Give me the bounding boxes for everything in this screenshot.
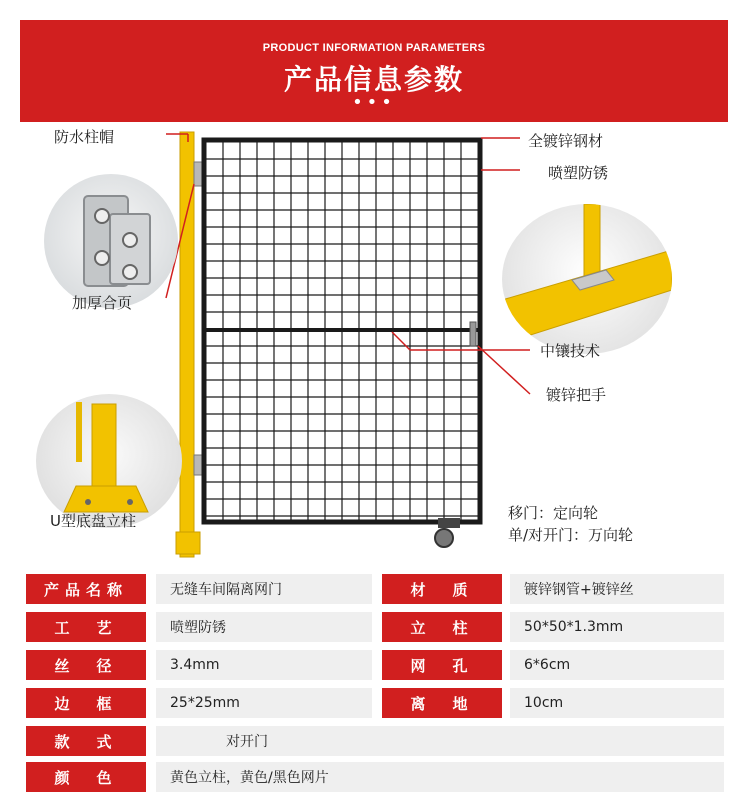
spec-row	[26, 574, 724, 604]
spec-row	[26, 688, 724, 718]
callout-coating: 喷塑防锈	[548, 164, 609, 182]
callout-wheel-swing: 单/对开门：万向轮	[508, 526, 634, 544]
spec-row-color	[26, 762, 724, 792]
handle	[470, 322, 476, 346]
product-illustration	[0, 122, 750, 567]
wheel-bracket	[438, 518, 460, 528]
spec-value: 喷塑防锈	[156, 612, 372, 642]
hinge-detail-image	[44, 174, 178, 308]
spec-value: 10cm	[510, 688, 724, 718]
spec-label: 工 艺	[26, 612, 146, 642]
base-detail-image	[36, 394, 182, 528]
spec-value: 6*6cm	[510, 650, 724, 680]
callout-base: U型底盘立柱	[50, 512, 136, 530]
spec-label: 边 框	[26, 688, 146, 718]
spec-value: 镀锌钢管+镀锌丝	[510, 574, 724, 604]
wheel	[435, 529, 453, 547]
spec-label: 产品名称	[26, 574, 146, 604]
callout-cap: 防水柱帽	[54, 128, 115, 146]
spec-row	[26, 612, 724, 642]
spec-value: 无缝车间隔离网门	[156, 574, 372, 604]
header-subtitle: PRODUCT INFORMATION PARAMETERS	[262, 42, 486, 54]
callout-inlay: 中镶技术	[540, 342, 601, 360]
spec-label: 立 柱	[382, 612, 502, 642]
header-banner	[20, 20, 728, 122]
spec-label: 款 式	[26, 726, 146, 756]
header-dots: •••	[352, 92, 396, 113]
spec-label: 离 地	[382, 688, 502, 718]
callout-wheel-slide: 移门：定向轮	[508, 504, 599, 522]
callout-hinge: 加厚合页	[72, 294, 133, 312]
spec-label: 颜 色	[26, 762, 146, 792]
spec-label: 网 孔	[382, 650, 502, 680]
spec-value: 对开门	[156, 726, 724, 756]
spec-value: 50*50*1.3mm	[510, 612, 724, 642]
spec-label: 材 质	[382, 574, 502, 604]
spec-value: 25*25mm	[156, 688, 372, 718]
yellow-post	[180, 132, 194, 557]
page-title: 产品信息参数	[283, 63, 464, 96]
post-base	[176, 532, 200, 554]
spec-row	[26, 650, 724, 680]
callout-handle: 镀锌把手	[546, 386, 607, 404]
spec-value: 黄色立柱，黄色/黑色网片	[156, 762, 724, 792]
spec-label: 丝 径	[26, 650, 146, 680]
steel-detail-image	[502, 204, 672, 354]
spec-value: 3.4mm	[156, 650, 372, 680]
callout-steel: 全镀锌钢材	[528, 132, 604, 150]
spec-row-style	[26, 726, 724, 756]
